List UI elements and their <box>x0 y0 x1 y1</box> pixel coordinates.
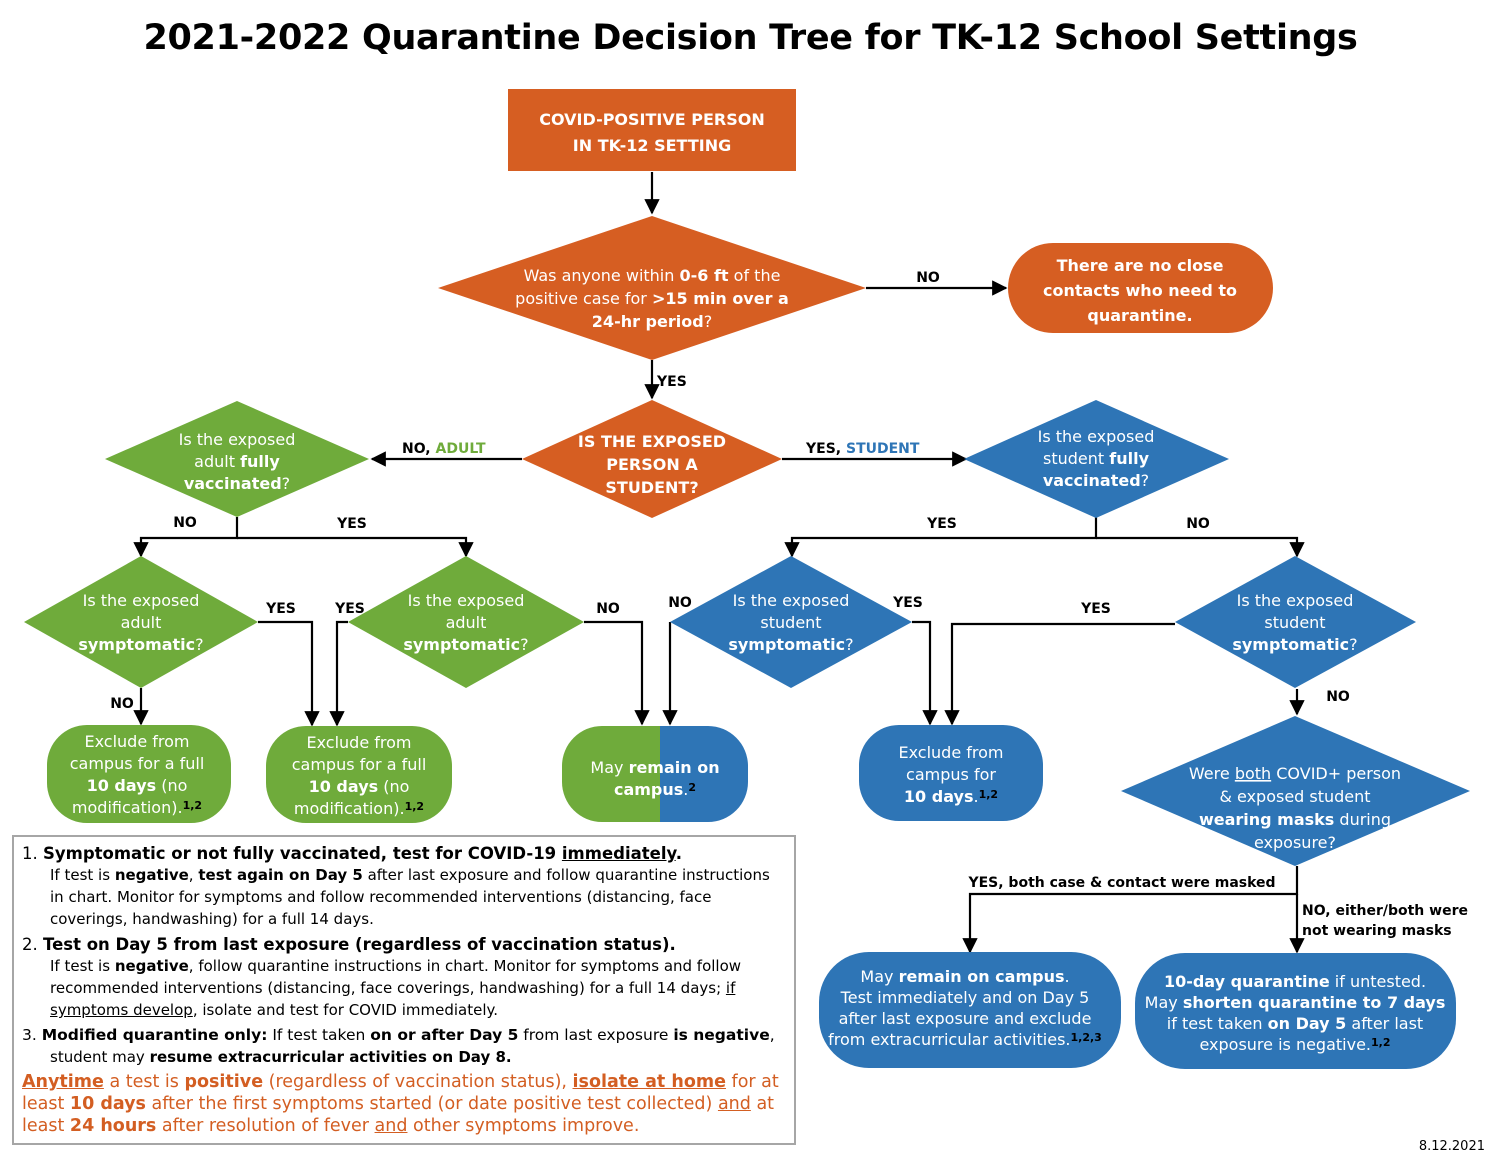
q-student-symp-1-line: symptomatic? <box>728 635 854 654</box>
q-adult-symp-2-line: adult <box>445 613 487 632</box>
label-masks-no-1: NO, either/both were <box>1302 903 1468 919</box>
edge-studentsymp2-yes <box>952 624 1175 724</box>
label-studentsymp1-no: NO <box>668 595 692 611</box>
q-student-line: IS THE EXPOSED <box>577 432 727 451</box>
quarantine-10-line: exposure is negative.$^{1,2}$ <box>1199 1035 1391 1054</box>
q-masks-line: Were both COVID+ person <box>1188 764 1402 783</box>
no-contacts-line: There are no close <box>1056 256 1224 275</box>
note-3-number: 3. <box>22 1026 37 1044</box>
revision-date: 8.12.2021 <box>1418 1139 1485 1154</box>
note-1-body: If test is negative, test again on Day 5 after last exposure and follow quarantine instructions in chart. Monitor for symptoms and follow recommended interventions (distancing, face coverings, handwashing) for a full 14 days. <box>50 866 770 928</box>
q-adult-symp-1-line: Is the exposed <box>82 591 200 610</box>
note-1-heading-text: Symptomatic or not fully vaccinated, test for COVID-19 <box>43 844 562 863</box>
label-adultvax-yes: YES <box>337 516 367 532</box>
exclude-adult-1-line: campus for a full <box>69 754 205 773</box>
remain-campus-line: May remain on <box>590 758 720 777</box>
label-studentsymp2-yes: YES <box>1081 601 1111 617</box>
label-studentsymp2-no: NO <box>1326 689 1350 705</box>
exclude-adult-2-line: campus for a full <box>291 755 427 774</box>
node-q-adult-symp-1 <box>24 556 258 688</box>
node-q-masks <box>1121 716 1470 866</box>
edge-adultsymp2-no <box>584 622 642 724</box>
node-q-within-6ft <box>438 216 866 360</box>
edge-adultvax-yes <box>237 538 466 556</box>
q-student-vax-line: vaccinated? <box>1042 471 1150 490</box>
note-3-line: Modified quarantine only: If test taken on or after Day 5 from last exposure is negative, <box>41 1026 775 1044</box>
node-quarantine-10 <box>1135 953 1456 1069</box>
quarantine-10-line: 10-day quarantine if untested. <box>1163 972 1427 991</box>
q-student-symp-2-line: Is the exposed <box>1236 591 1354 610</box>
exclude-student-line: 10 days.$^{1,2}$ <box>903 787 999 806</box>
note-2-number: 2. <box>22 935 38 954</box>
note-3-body: student may resume extracurricular activities on Day 8. <box>50 1048 512 1066</box>
quarantine-10-line: May shorten quarantine to 7 days <box>1144 993 1446 1012</box>
label-q2-no-adult: NO, ADULT <box>402 441 486 457</box>
note-2-body: If test is negative, follow quarantine instructions in chart. Monitor for symptoms and follow recommended interventions (distancing, face coverings, handwashing) for a full 14 days; if symptoms develop, isolate and test for COVID immediately. <box>50 957 742 1019</box>
node-q-adult-vax <box>105 401 369 517</box>
label-masks-yes: YES, both case & contact were masked <box>968 875 1276 891</box>
remain-campus-line: campus.$^2$ <box>613 780 697 799</box>
remain-masked-line: after last exposure and exclude <box>838 1009 1092 1028</box>
edge-adultsymp2-yes <box>337 622 348 725</box>
q-student-vax-line: Is the exposed <box>1037 427 1155 446</box>
edge-studentvax-no <box>1096 538 1297 556</box>
q-adult-vax-line: vaccinated? <box>183 474 291 493</box>
no-contacts-line: quarantine. <box>1087 306 1193 325</box>
q-within6ft-line: Was anyone within 0-6 ft of the <box>523 266 781 285</box>
q-adult-symp-1-line: symptomatic? <box>78 635 204 654</box>
node-no-contacts <box>1008 243 1273 333</box>
q-masks-line: exposure? <box>1253 833 1337 852</box>
q-masks-line: & exposed student <box>1219 787 1371 806</box>
label-adultsymp2-no: NO <box>596 601 620 617</box>
exclude-student-line: Exclude from <box>898 743 1004 762</box>
quarantine-10-line: if test taken on Day 5 after last <box>1166 1014 1424 1033</box>
label-q1-no: NO <box>916 270 940 286</box>
note-2-heading <box>22 934 784 955</box>
label-adultvax-no: NO <box>173 515 197 531</box>
remain-masked-line: May remain on campus. <box>860 967 1070 986</box>
note-3-heading <box>22 1025 784 1046</box>
node-exclude-student <box>859 725 1043 821</box>
q-student-line: STUDENT? <box>605 478 699 497</box>
label-studentvax-yes: YES <box>927 516 957 532</box>
svg-text:Is the exposedadult fullyvacci <box>179 430 296 493</box>
node-q-student-symp-2 <box>1175 556 1416 688</box>
svg-text:Is the exposedstudent fullyvac <box>1038 427 1155 490</box>
note-1-heading <box>22 843 784 864</box>
footnotes-box <box>12 835 796 1145</box>
label-q2-yes-student: YES, STUDENT <box>806 441 920 457</box>
note-2-heading-text: Test on Day 5 from last exposure (regardless of vaccination status). <box>43 935 676 954</box>
node-q-student-vax <box>964 400 1229 518</box>
page-title: 2021-2022 Quarantine Decision Tree for TK-12 School Settings <box>143 18 1358 58</box>
svg-text:Exclude fromcampus for10 days. <box>899 743 1004 806</box>
label-q1-yes: YES <box>657 374 687 390</box>
node-exclude-adult-1 <box>47 725 231 823</box>
q-masks-line: wearing masks during <box>1198 810 1392 829</box>
exclude-adult-2-line: modification).$^{1,2}$ <box>293 799 425 818</box>
q-student-symp-1-line: Is the exposed <box>732 591 850 610</box>
q-student-line: PERSON A <box>606 455 698 474</box>
label-adultsymp2-yes: YES <box>335 601 365 617</box>
label-studentsymp1-yes: YES <box>893 595 923 611</box>
exclude-adult-1-line: modification).$^{1,2}$ <box>71 798 203 817</box>
start-line: COVID-POSITIVE PERSON <box>539 110 765 129</box>
exclude-adult-2-line: 10 days (no <box>308 777 410 796</box>
q-adult-vax-line: Is the exposed <box>178 430 296 449</box>
q-student-symp-2-line: symptomatic? <box>1232 635 1358 654</box>
note-1-heading-end: . <box>675 844 682 863</box>
node-q-adult-symp-2 <box>348 556 584 688</box>
label-adultsymp1-yes: YES <box>266 601 296 617</box>
q-adult-symp-2-line: symptomatic? <box>403 635 529 654</box>
node-start <box>508 89 796 171</box>
exclude-adult-1-line: Exclude from <box>84 732 190 751</box>
remain-masked-line: from extracurricular activities.$^{1,2,3}$ <box>828 1030 1102 1049</box>
label-masks-no-2: not wearing masks <box>1302 923 1452 939</box>
note-1-heading-underlined: immediately <box>561 844 676 863</box>
q-adult-vax-line: adult fully <box>194 452 280 471</box>
node-remain-masked <box>819 952 1121 1068</box>
node-q-student-symp-1 <box>670 556 912 688</box>
no-contacts-line: contacts who need to <box>1042 281 1238 300</box>
q-adult-symp-1-line: adult <box>120 613 162 632</box>
q-within6ft-line: positive case for >15 min over a <box>515 289 789 308</box>
node-q-student <box>522 400 782 518</box>
exclude-adult-2-line: Exclude from <box>306 733 412 752</box>
note-1-number: 1. <box>22 844 38 863</box>
exclude-student-line: campus for <box>906 765 996 784</box>
q-within6ft-line: 24-hr period? <box>591 312 713 331</box>
label-studentvax-no: NO <box>1186 516 1210 532</box>
exclude-adult-1-line: 10 days (no <box>86 776 188 795</box>
start-line: IN TK-12 SETTING <box>572 136 732 155</box>
q-adult-symp-2-line: Is the exposed <box>407 591 525 610</box>
remain-masked-line: Test immediately and on Day 5 <box>840 988 1090 1007</box>
node-exclude-adult-2 <box>266 726 452 823</box>
edge-adultsymp1-yes <box>258 622 312 725</box>
isolation-notice: Anytime a test is positive (regardless of vaccination status), isolate at home for at least 10 days after the first symptoms started (or date positive test collected) and at least 24 hours after resolution of fever and other symptoms improve. <box>22 1072 779 1136</box>
label-adultsymp1-no: NO <box>110 696 134 712</box>
node-remain-campus <box>562 726 748 822</box>
q-student-symp-2-line: student <box>1264 613 1326 632</box>
edge-studentsymp1-yes <box>912 622 930 724</box>
q-student-symp-1-line: student <box>760 613 822 632</box>
q-student-vax-line: student fully <box>1043 449 1149 468</box>
